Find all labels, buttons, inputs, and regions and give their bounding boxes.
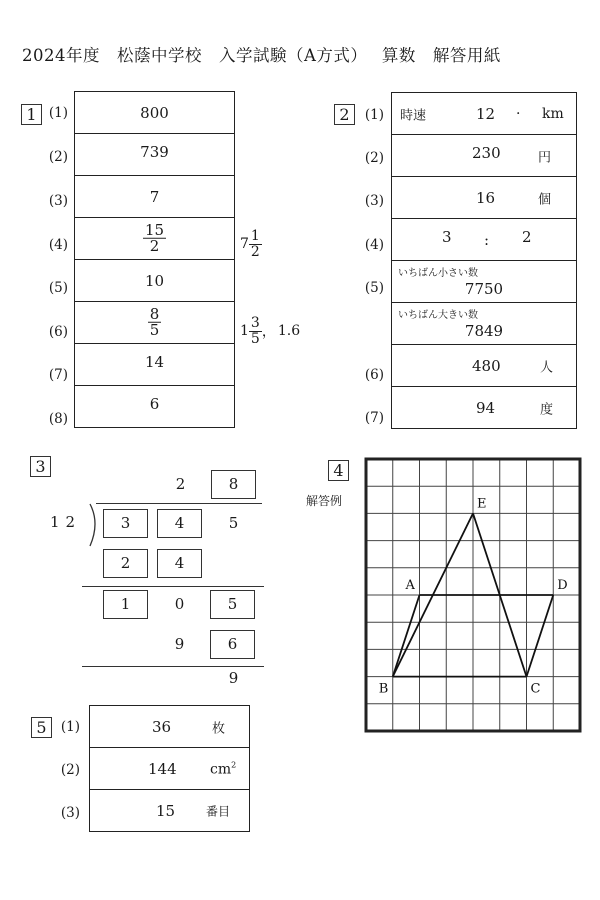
q2-5-smallest-answer: 7750 — [464, 280, 504, 298]
q2-3-answer: 16 — [476, 188, 496, 207]
q1-2-label: (2) — [48, 149, 68, 165]
q2-1-unit: km — [542, 105, 564, 122]
point-label-B: B — [378, 681, 389, 697]
q1-8-answer: 6 — [149, 394, 160, 413]
q2-4-ratio-separator: : — [484, 230, 490, 249]
answer-example-caption: 解答例 — [306, 494, 343, 508]
q5-3-unit: 番目 — [206, 804, 231, 818]
q2-1-label: (1) — [364, 107, 384, 123]
q1-3-answer: 7 — [149, 187, 160, 206]
q2-7-answer: 94 — [476, 398, 496, 417]
q2-5-smallest-label: いちばん小さい数 — [398, 268, 478, 279]
section-1-number: 1 — [21, 104, 42, 125]
subtrahend-2-digit: 9 — [174, 635, 185, 653]
answer-grid[interactable] — [362, 455, 586, 737]
q1-8-label: (8) — [48, 411, 68, 427]
dividend-box-2[interactable]: 4 — [157, 509, 202, 538]
q2-2-answer-cell[interactable] — [392, 135, 577, 177]
q2-6-answer: 480 — [472, 356, 501, 375]
q1-4-denominator: 2 — [149, 237, 160, 255]
segment-AB — [393, 595, 420, 677]
q2-6-unit: 人 — [540, 360, 554, 375]
q1-7-answer-cell[interactable] — [75, 344, 235, 386]
section-1-answer-table — [74, 91, 235, 428]
q2-5-label: (5) — [364, 280, 384, 296]
division-bracket — [88, 503, 100, 547]
q1-4-label: (4) — [48, 237, 68, 253]
q1-1-answer: 800 — [140, 103, 169, 122]
q2-2-label: (2) — [364, 150, 384, 166]
q1-5-label: (5) — [48, 280, 68, 296]
divisor-digit-1: 1 — [50, 513, 66, 531]
quotient-box[interactable]: 8 — [211, 470, 256, 499]
section-5-answer-table — [89, 705, 250, 832]
q1-2-answer-cell[interactable] — [75, 134, 235, 176]
segment-CD — [527, 595, 554, 677]
q2-1-answer-cell[interactable] — [392, 93, 577, 135]
q1-4-fraction — [143, 222, 166, 255]
q1-6-alt-denominator: 5 — [250, 330, 260, 347]
point-label-D: D — [557, 578, 568, 593]
q1-2-answer: 739 — [140, 142, 169, 161]
q5-3-answer: 15 — [156, 801, 176, 820]
q2-5-largest-label: いちばん大きい数 — [398, 310, 478, 321]
q1-6-alt-whole: 1 — [240, 323, 249, 340]
q2-5-smallest-cell[interactable] — [392, 261, 577, 303]
q5-2-answer-cell[interactable] — [90, 748, 250, 790]
final-remainder: 9 — [228, 669, 239, 687]
section-4-number: 4 — [328, 460, 349, 481]
q1-6-fraction — [148, 306, 162, 339]
q5-2-unit-superscript: 2 — [231, 760, 237, 770]
q5-1-answer: 36 — [152, 717, 172, 736]
q1-6-answer-cell[interactable] — [75, 302, 235, 344]
q1-1-label: (1) — [48, 105, 68, 121]
section-2-number: 2 — [334, 104, 355, 125]
q2-4-ratio-right: 2 — [522, 227, 532, 246]
q5-3-answer-cell[interactable] — [90, 790, 250, 832]
q1-3-label: (3) — [48, 193, 68, 209]
divisor — [50, 513, 81, 531]
q2-6-label: (6) — [364, 367, 384, 383]
q2-7-answer-cell[interactable] — [392, 387, 577, 429]
q1-8-answer-cell[interactable] — [75, 386, 235, 428]
q2-4-ratio-left: 3 — [442, 227, 452, 246]
q1-7-label: (7) — [48, 367, 68, 383]
quotient-digit: 2 — [175, 475, 186, 493]
q1-6-alt-numerator: 3 — [250, 315, 260, 331]
q2-5-largest-cell[interactable] — [392, 303, 577, 345]
remainder-1-digit: 0 — [174, 595, 185, 613]
q2-4-answer-cell[interactable] — [392, 219, 577, 261]
subtrahend-1-box-1[interactable]: 2 — [103, 549, 148, 578]
q2-1-answer: 12 — [476, 104, 496, 123]
q5-1-unit: 枚 — [212, 721, 226, 736]
q1-3-answer-cell[interactable] — [75, 176, 235, 218]
division-bar — [96, 503, 262, 504]
q1-4-alt-numerator: 1 — [250, 228, 260, 244]
q5-2-unit — [210, 760, 236, 777]
q2-5-largest-answer: 7849 — [464, 322, 504, 340]
q2-1-dot: · — [516, 105, 521, 122]
q1-6-numerator: 8 — [149, 304, 160, 323]
q5-1-label: (1) — [60, 719, 80, 735]
q1-4-alternate-answer — [240, 229, 262, 259]
dividend-digit: 5 — [228, 514, 239, 532]
q2-7-unit: 度 — [540, 402, 554, 417]
page-title: 2024年度 松蔭中学校 入学試験（A方式） 算数 解答用紙 — [22, 46, 501, 65]
q5-1-answer-cell[interactable] — [90, 706, 250, 748]
subtraction-line-1 — [82, 586, 264, 587]
q1-6-label: (6) — [48, 324, 68, 340]
q1-5-answer: 10 — [144, 271, 165, 290]
q1-1-answer-cell[interactable] — [75, 92, 235, 134]
section-3-number: 3 — [30, 456, 51, 477]
q5-2-answer: 144 — [148, 759, 177, 778]
remainder-1-box-1[interactable]: 1 — [103, 590, 148, 619]
q2-3-answer-cell[interactable] — [392, 177, 577, 219]
q1-4-numerator: 15 — [144, 220, 165, 239]
q1-4-alt-whole: 7 — [240, 236, 249, 253]
q1-5-answer-cell[interactable] — [75, 260, 235, 302]
point-label-C: C — [530, 681, 541, 697]
q2-3-unit: 個 — [538, 192, 552, 207]
q5-2-unit-text: cm — [210, 760, 232, 777]
q5-3-label: (3) — [60, 805, 80, 821]
q5-2-label: (2) — [60, 762, 80, 778]
subtrahend-1-box-2[interactable]: 4 — [157, 549, 202, 578]
divisor-digit-2: 2 — [65, 513, 82, 531]
q2-4-label: (4) — [364, 237, 384, 253]
subtrahend-2-box[interactable]: 6 — [210, 630, 255, 659]
point-label-E: E — [477, 496, 487, 512]
q2-7-label: (7) — [364, 410, 384, 426]
q1-4-alt-denominator: 2 — [250, 243, 260, 260]
section-5-number: 5 — [31, 717, 52, 738]
q2-3-label: (3) — [364, 193, 384, 209]
dividend-box-1[interactable]: 3 — [103, 509, 148, 538]
q2-2-unit: 円 — [538, 150, 552, 165]
q1-4-answer-cell[interactable] — [75, 218, 235, 260]
q1-6-denominator: 5 — [149, 321, 160, 339]
q1-7-answer: 14 — [144, 352, 165, 371]
q2-6-answer-cell[interactable] — [392, 345, 577, 387]
q2-2-answer: 230 — [472, 143, 501, 162]
q1-6-alternate-answer — [240, 316, 300, 346]
section-2-answer-table — [391, 92, 577, 429]
q1-6-alt-decimal: 1.6 — [277, 323, 301, 340]
q2-1-prefix: 時速 — [400, 108, 427, 123]
q1-6-alt-separator: ， — [261, 324, 276, 341]
remainder-1-box-2[interactable]: 5 — [210, 590, 255, 619]
point-label-A: A — [405, 578, 415, 593]
